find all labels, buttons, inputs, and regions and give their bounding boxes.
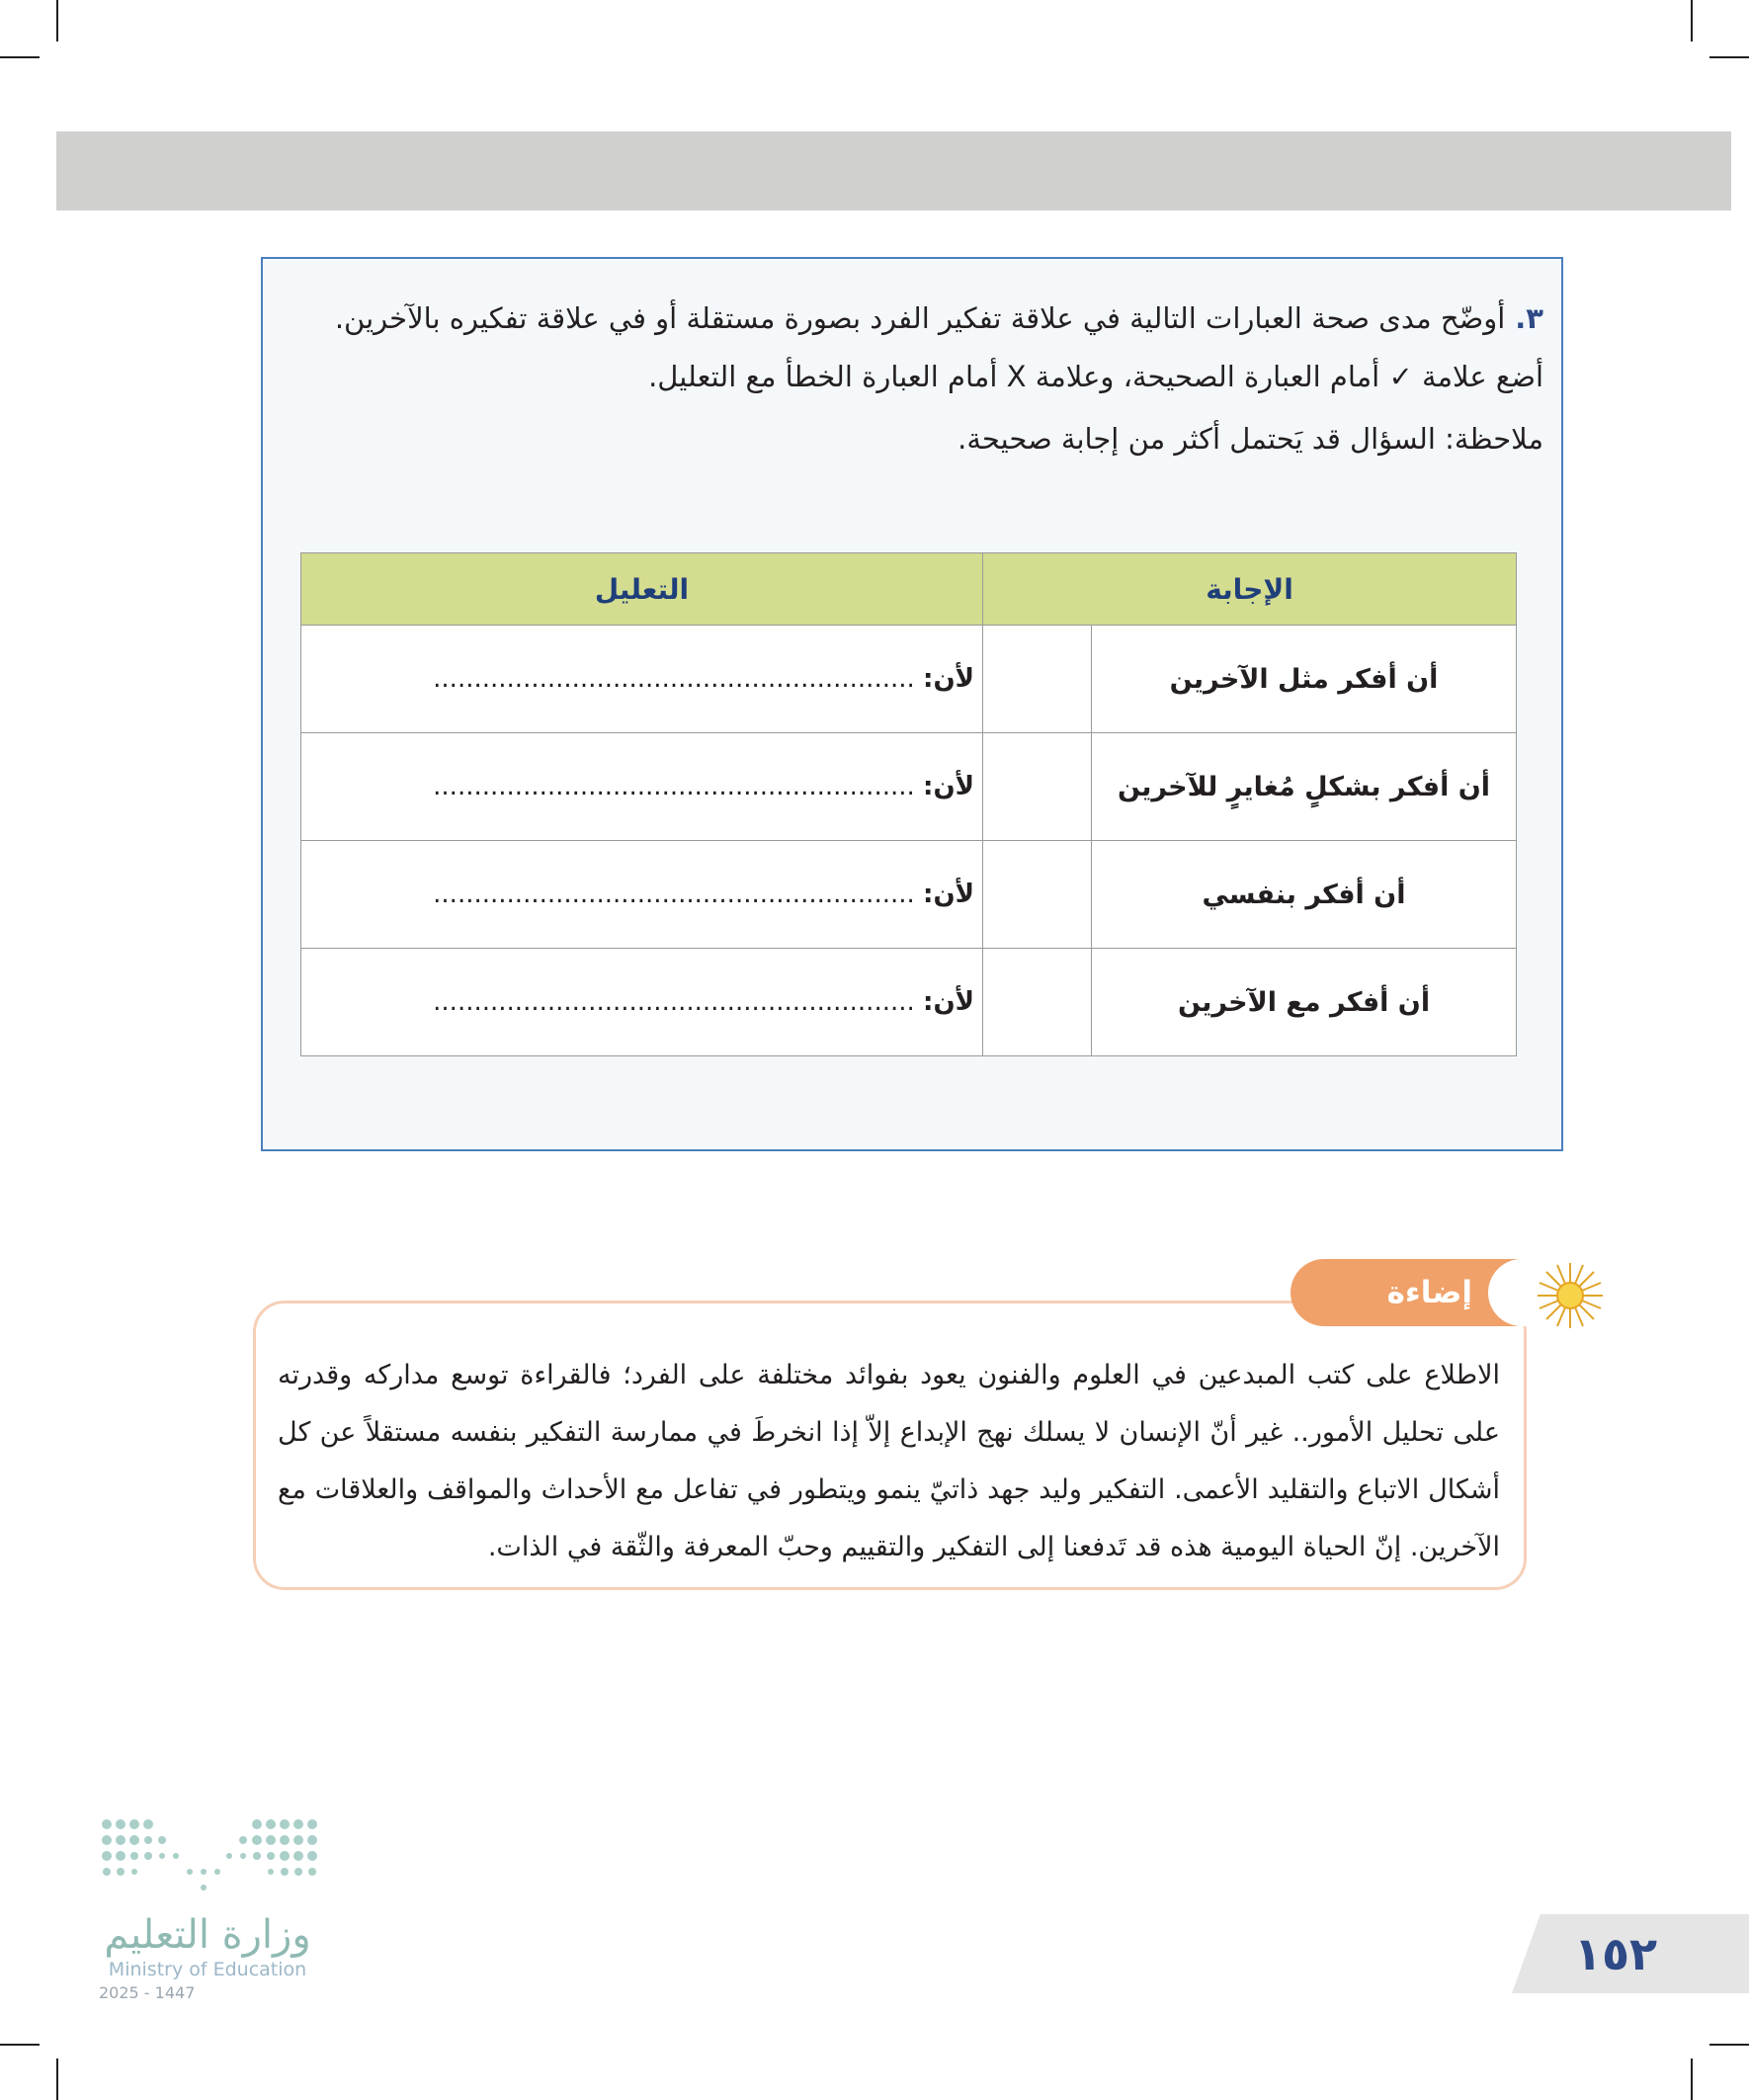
table-row xyxy=(301,626,1517,733)
answer-dots: ........................................................... xyxy=(433,772,915,801)
crop-mark xyxy=(56,2058,58,2100)
table-row xyxy=(301,841,1517,949)
mark-cell[interactable] xyxy=(983,949,1092,1056)
question-number: ٣. xyxy=(1515,301,1543,335)
statement-cell: أن أفكر بشكلٍ مُغايرٍ للآخرين xyxy=(1092,733,1517,841)
question-instruction xyxy=(335,298,1543,338)
because-label: لأن: xyxy=(923,772,974,801)
tip-title: إضاءة xyxy=(1291,1259,1520,1326)
ministry-name-arabic: وزارة التعليم xyxy=(104,1912,311,1958)
because-label: لأن: xyxy=(923,664,974,694)
crop-mark xyxy=(0,2044,40,2046)
table-row xyxy=(301,733,1517,841)
question-marking-rule: أضع علامة ✓ أمام العبارة الصحيحة، وعلامة X أمام العبارة الخطأ مع التعليل. xyxy=(648,360,1543,393)
ministry-year: 2025 - 1447 xyxy=(99,1983,196,2002)
crop-mark xyxy=(1691,0,1693,42)
sun-icon xyxy=(1536,1261,1605,1330)
answer-dots: ........................................................... xyxy=(433,987,915,1017)
table-row xyxy=(301,949,1517,1056)
header-answer: الإجابة xyxy=(983,553,1517,626)
because-label: لأن: xyxy=(923,987,974,1017)
question-note: ملاحظة: السؤال قد يَحتمل أكثر من إجابة صحيحة. xyxy=(958,422,1543,456)
table-header-row xyxy=(301,553,1517,626)
exercise-box xyxy=(261,257,1563,1151)
crop-mark xyxy=(1691,2058,1693,2100)
statement-cell: أن أفكر مثل الآخرين xyxy=(1092,626,1517,733)
crop-mark xyxy=(56,0,58,42)
reason-cell[interactable] xyxy=(301,841,983,949)
reason-cell[interactable] xyxy=(301,949,983,1056)
answer-dots: ........................................................... xyxy=(433,880,915,909)
ministry-name-english: Ministry of Education xyxy=(108,1959,307,1980)
statement-cell: أن أفكر بنفسي xyxy=(1092,841,1517,949)
because-label: لأن: xyxy=(923,880,974,909)
crop-mark xyxy=(1709,2044,1749,2046)
tip-box xyxy=(253,1301,1527,1590)
reason-cell[interactable] xyxy=(301,626,983,733)
crop-mark xyxy=(1709,56,1749,58)
ministry-logo-icon xyxy=(99,1816,318,1895)
header-reason: التعليل xyxy=(301,553,983,626)
page-number: ١٥٢ xyxy=(1573,1927,1658,1980)
mark-cell[interactable] xyxy=(983,626,1092,733)
header-band xyxy=(56,131,1731,210)
mark-cell[interactable] xyxy=(983,841,1092,949)
statement-cell: أن أفكر مع الآخرين xyxy=(1092,949,1517,1056)
mark-cell[interactable] xyxy=(983,733,1092,841)
answer-table xyxy=(300,552,1517,1056)
answer-dots: ........................................................... xyxy=(433,664,915,694)
question-text: أوضّح مدى صحة العبارات التالية في علاقة تفكير الفرد بصورة مستقلة أو في علاقة تفكيره بالآخرين. xyxy=(334,301,1506,335)
tip-text: الاطلاع على كتب المبدعين في العلوم والفنون يعود بفوائد مختلفة على الفرد؛ فالقراءة توسع مداركه وقدرته على تحليل الأمور.. غير أنّ الإنسان لا يسلك نهج الإبداع إلاّ إذا انخرطَ في ممارسة التفكير بنفسه مستقلاً عن كل أشكال الاتباع والتقليد الأعمى. التفكير وليد جهد ذاتيّ ينمو ويتطور في تفاعل مع الأحداث والمواقف والعلاقات مع الآخرين. إنّ الحياة اليومية هذه قد تَدفعنا إلى التفكير والتقييم وحبّ المعرفة والثّقة في الذات. xyxy=(278,1360,1500,1562)
reason-cell[interactable] xyxy=(301,733,983,841)
crop-mark xyxy=(0,56,40,58)
